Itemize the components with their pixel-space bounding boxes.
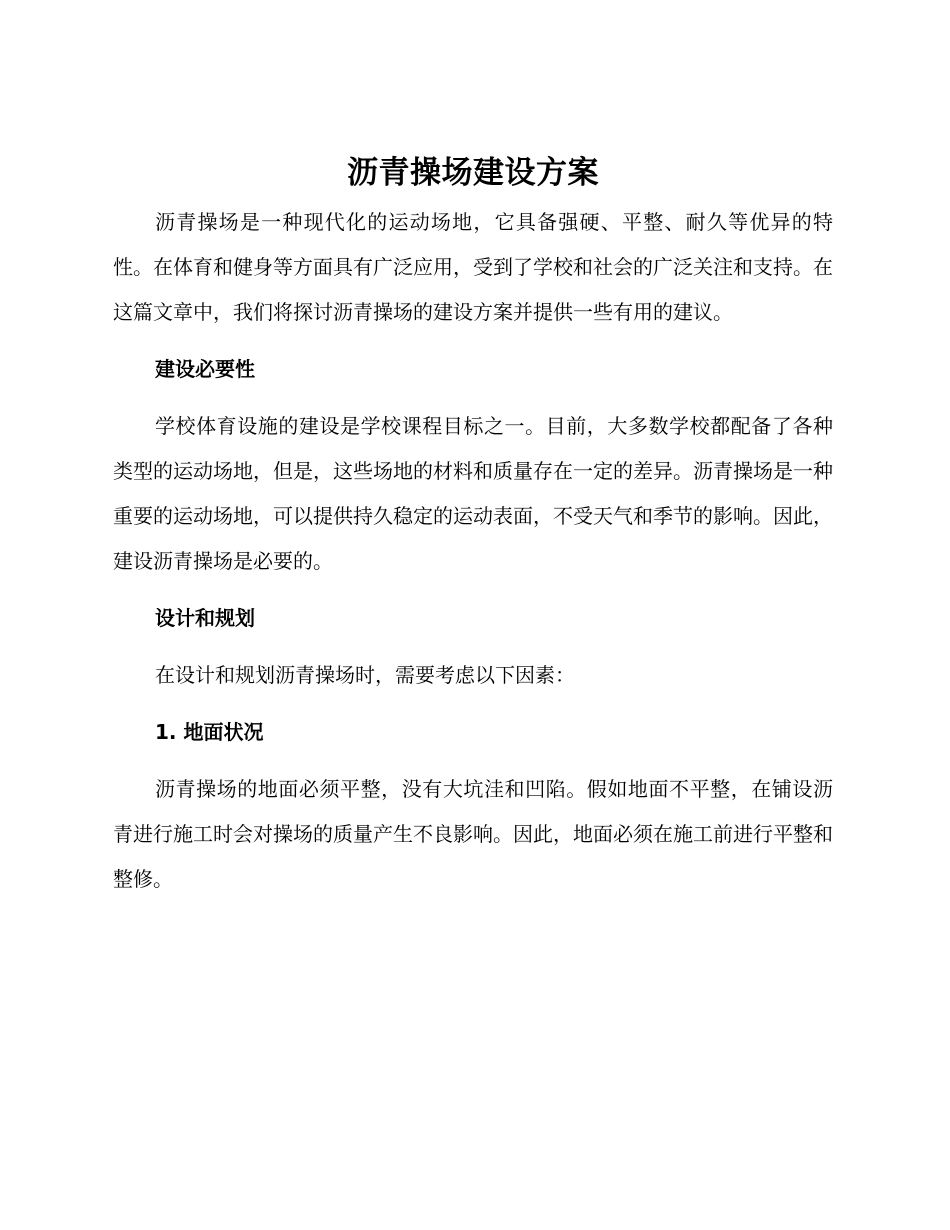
section-heading-necessity: 建设必要性	[155, 357, 255, 381]
spacer	[113, 698, 833, 710]
spacer	[113, 335, 833, 347]
section-heading-ground: 1. 地面状况	[155, 720, 264, 744]
section-body-design: 在设计和规划沥青操场时，需要考虑以下因素：	[155, 663, 575, 687]
document-title: 沥青操场建设方案	[347, 155, 599, 191]
section-body-necessity: 学校体育设施的建设是学校课程目标之一。目前，大多数学校都配备了各种类型的运动场地，但是，这些场地的材料和质量存在一定的差异。沥青操场是一种重要的运动场地，可以提供持久稳定的运动表面，不受天气和季节的影响。因此，建设沥青操场是必要的。	[113, 414, 833, 573]
section-body-ground: 沥青操场的地面必须平整，没有大坑洼和凹陷。假如地面不平整，在铺设沥青进行施工时会对操场的质量产生不良影响。因此，地面必须在施工前进行平整和整修。	[113, 777, 833, 891]
spacer	[113, 584, 833, 596]
spacer	[113, 392, 833, 404]
intro-paragraph: 沥青操场是一种现代化的运动场地，它具备强硬、平整、耐久等优异的特性。在体育和健身等方面具有广泛应用，受到了学校和社会的广泛关注和支持。在这篇文章中，我们将探讨沥青操场的建设方案并提供一些有用的建议。	[113, 210, 833, 324]
spacer	[113, 755, 833, 767]
document-page	[113, 146, 833, 902]
spacer	[113, 641, 833, 653]
section-heading-design: 设计和规划	[155, 606, 255, 630]
